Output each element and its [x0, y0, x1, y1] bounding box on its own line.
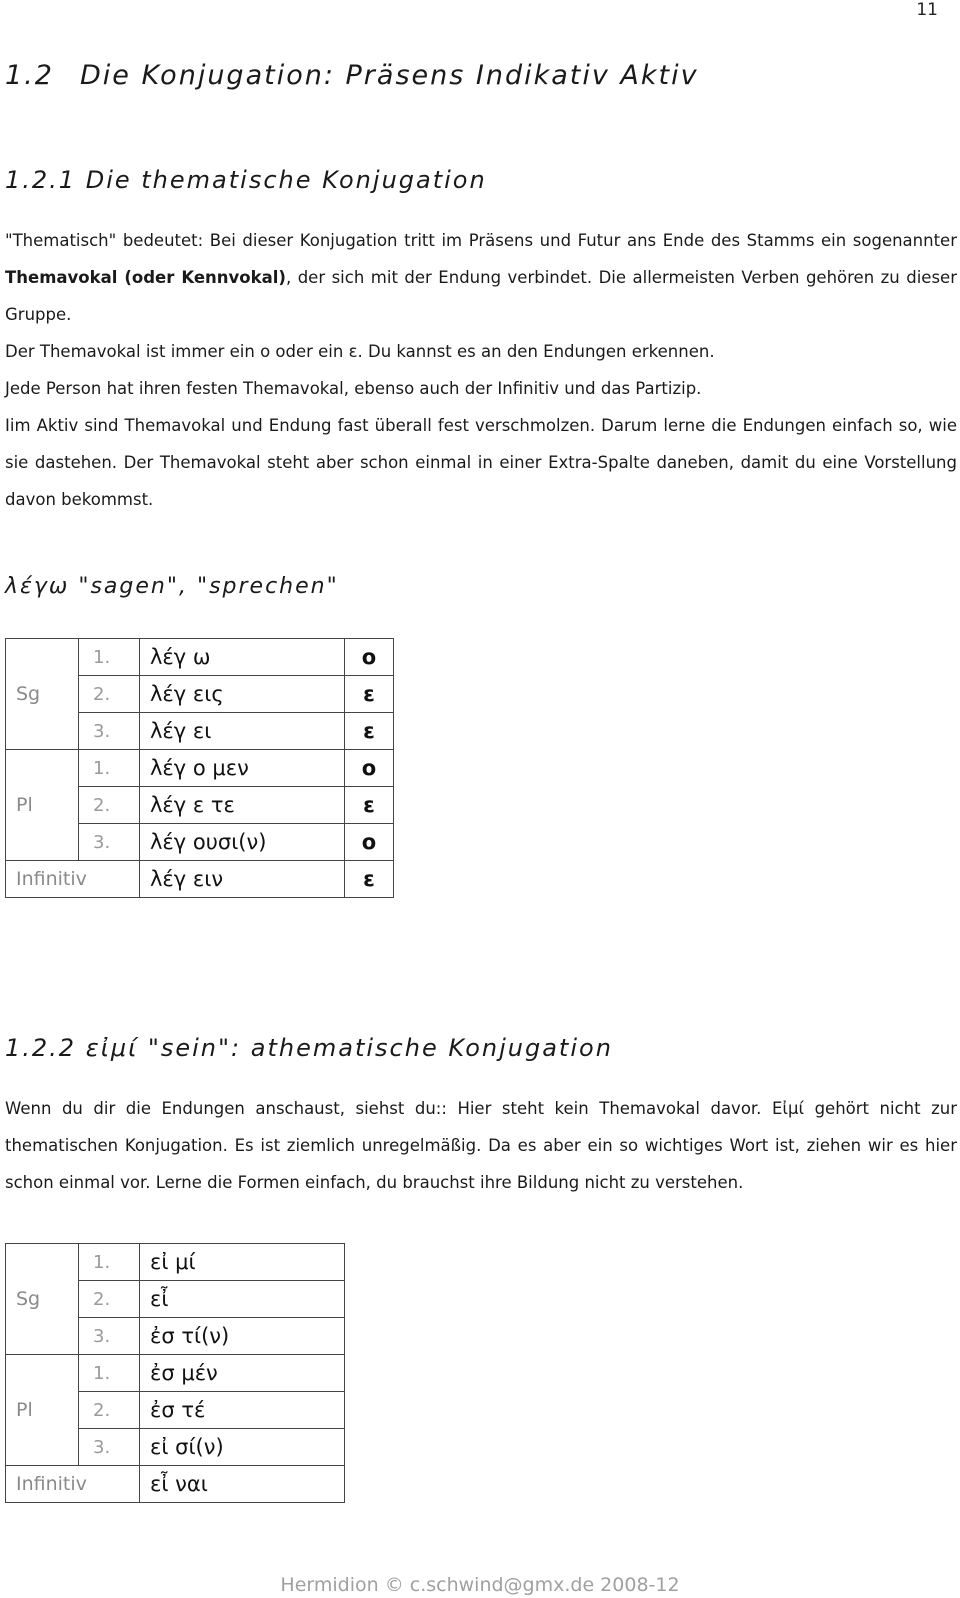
number-label-sg: Sg	[6, 1281, 79, 1318]
subsection-number: 1.2.1	[5, 166, 77, 194]
table-row	[6, 1318, 345, 1355]
form-cell: λέγ ει	[140, 713, 345, 750]
person-cell: 1.	[79, 750, 140, 787]
table-row	[6, 824, 394, 861]
verb-heading: λέγω "sagen", "sprechen"	[5, 574, 339, 599]
number-label	[6, 824, 79, 861]
section-heading	[5, 60, 699, 91]
form-cell: λέγ ουσι(ν)	[140, 824, 345, 861]
number-label-pl: Pl	[6, 1392, 79, 1429]
form-cell: λέγ ω	[140, 639, 345, 676]
eimi-text	[5, 1090, 957, 1201]
subsection-heading-1	[5, 166, 487, 194]
themavokal-cell: ε	[345, 861, 394, 898]
bold-term: Themavokal (oder Kennvokal)	[5, 268, 286, 287]
person-cell: 1.	[79, 1244, 140, 1281]
person-cell: 3.	[79, 824, 140, 861]
form-cell: εἰ σί(ν)	[140, 1429, 345, 1466]
table-row	[6, 1355, 345, 1392]
person-cell: 2.	[79, 676, 140, 713]
number-label-pl: Pl	[6, 787, 79, 824]
table-row	[6, 676, 394, 713]
themavokal-cell: ε	[345, 676, 394, 713]
form-cell: λέγ εις	[140, 676, 345, 713]
subsection-heading-2	[5, 1034, 613, 1062]
form-cell: λέγ ο μεν	[140, 750, 345, 787]
person-cell: 2.	[79, 1392, 140, 1429]
conjugation-table-lego	[5, 638, 394, 898]
number-label-sg: Sg	[6, 676, 79, 713]
person-cell: 1.	[79, 639, 140, 676]
table-row	[6, 1244, 345, 1281]
subsection-number: 1.2.2	[5, 1034, 77, 1062]
person-cell: 2.	[79, 1281, 140, 1318]
subsection-title: εἰμί "sein": athematische Konjugation	[85, 1034, 613, 1062]
person-cell: 3.	[79, 1318, 140, 1355]
paragraph-text: "Thematisch" bedeutet: Bei dieser Konjugation tritt im Präsens und Futur ans Ende des Stamms ein sogenannter	[5, 231, 957, 250]
table-row	[6, 1392, 345, 1429]
themavokal-cell: ο	[345, 639, 394, 676]
form-cell: ἐσ τί(ν)	[140, 1318, 345, 1355]
themavokal-cell: ο	[345, 750, 394, 787]
number-label	[6, 750, 79, 787]
conjugation-table-eimi	[5, 1243, 345, 1503]
person-cell: 3.	[79, 1429, 140, 1466]
footer: Hermidion © c.schwind@gmx.de 2008-12	[280, 1574, 680, 1596]
subsection-title: Die thematische Konjugation	[85, 166, 487, 194]
page-number: 11	[916, 0, 938, 20]
number-label	[6, 1429, 79, 1466]
table-row	[6, 1429, 345, 1466]
number-label	[6, 639, 79, 676]
person-cell: 1.	[79, 1355, 140, 1392]
paragraph-aktiv: Iim Aktiv sind Themavokal und Endung fast überall fest verschmolzen. Darum lerne die Endungen einfach so, wie sie dastehen. Der Themavokal steht aber schon einmal in einer Extra-Spalte daneben, damit du eine Vorstellung davon bekommst.	[5, 416, 957, 509]
intro-text	[5, 222, 957, 518]
table-row	[6, 787, 394, 824]
form-cell: εἶ	[140, 1281, 345, 1318]
form-cell: λέγ ειν	[140, 861, 345, 898]
table-row	[6, 639, 394, 676]
number-label	[6, 1318, 79, 1355]
paragraph-person: Jede Person hat ihren festen Themavokal, ebenso auch der Infinitiv und das Partizip.	[5, 379, 702, 398]
table-row-infinitive	[6, 1466, 345, 1503]
infinitive-label: Infinitiv	[6, 1466, 140, 1503]
section-number: 1.2	[5, 60, 54, 91]
themavokal-cell: ε	[345, 787, 394, 824]
form-cell: ἐσ μέν	[140, 1355, 345, 1392]
table-row	[6, 1281, 345, 1318]
table-row	[6, 750, 394, 787]
form-cell: εἰ μί	[140, 1244, 345, 1281]
paragraph-thematic	[5, 222, 957, 333]
infinitive-label: Infinitiv	[6, 861, 140, 898]
person-cell: 3.	[79, 713, 140, 750]
number-label	[6, 713, 79, 750]
table-row-infinitive	[6, 861, 394, 898]
paragraph-eimi: Wenn du dir die Endungen anschaust, siehst du:: Hier steht kein Themavokal davor. Εἰμί gehört nicht zur thematischen Konjugation. Es ist ziemlich unregelmäßig. Da es aber ein so wichtiges Wort ist, ziehen wir es hier schon einmal vor. Lerne die Formen einfach, du brauchst ihre Bildung nicht zu verstehen.	[5, 1099, 957, 1192]
themavokal-cell: ο	[345, 824, 394, 861]
number-label	[6, 1355, 79, 1392]
form-cell: εἶ ναι	[140, 1466, 345, 1503]
table-row	[6, 713, 394, 750]
form-cell: ἐσ τέ	[140, 1392, 345, 1429]
paragraph-text: , der sich mit der Endung verbindet. Die allermeisten Verben gehören zu dieser Gruppe.	[5, 268, 957, 324]
person-cell: 2.	[79, 787, 140, 824]
paragraph-themavokal: Der Themavokal ist immer ein ο oder ein ε. Du kannst es an den Endungen erkennen.	[5, 342, 715, 361]
themavokal-cell: ε	[345, 713, 394, 750]
form-cell: λέγ ε τε	[140, 787, 345, 824]
number-label	[6, 1244, 79, 1281]
section-title: Die Konjugation: Präsens Indikativ Aktiv	[79, 60, 699, 91]
